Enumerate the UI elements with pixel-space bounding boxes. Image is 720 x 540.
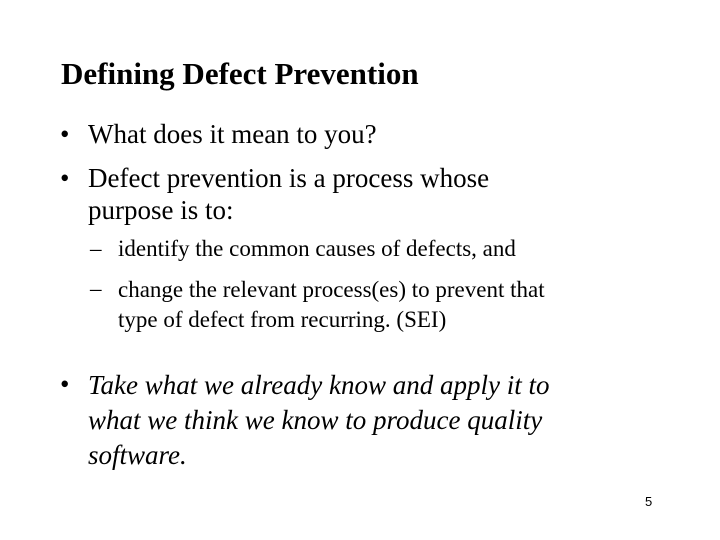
bullet-line: What does it mean to you? (88, 119, 377, 149)
bullet-line: Defect prevention is a process whose (88, 163, 490, 193)
page-number: 5 (645, 494, 653, 509)
bullet-icon: • (60, 119, 70, 149)
sub-bullet-text (118, 235, 516, 263)
sub-bullet-item (90, 275, 690, 335)
slide-title: Defining Defect Prevention (61, 56, 419, 91)
sub-bullet-line: type of defect from recurring. (SEI) (118, 307, 447, 332)
dash-icon: – (90, 236, 102, 261)
bullet-item (60, 368, 700, 468)
sub-bullet-item (90, 235, 690, 263)
bullet-line: purpose is to: (88, 195, 234, 225)
sub-bullet-line: identify the common causes of defects, and (118, 236, 516, 261)
bullet-item (60, 162, 680, 226)
bullet-line: Take what we already know and apply it to (88, 370, 550, 400)
bullet-icon: • (60, 369, 70, 399)
sub-bullet-text (118, 275, 545, 335)
bullet-line: software. (88, 440, 187, 470)
bullet-item (60, 118, 660, 150)
bullet-text (88, 162, 489, 226)
dash-icon: – (90, 276, 102, 301)
sub-bullet-line: change the relevant process(es) to prevent that (118, 277, 545, 302)
bullet-text (88, 118, 377, 150)
bullet-icon: • (60, 163, 70, 193)
bullet-text (88, 368, 549, 473)
bullet-line: what we think we know to produce quality (88, 405, 543, 435)
